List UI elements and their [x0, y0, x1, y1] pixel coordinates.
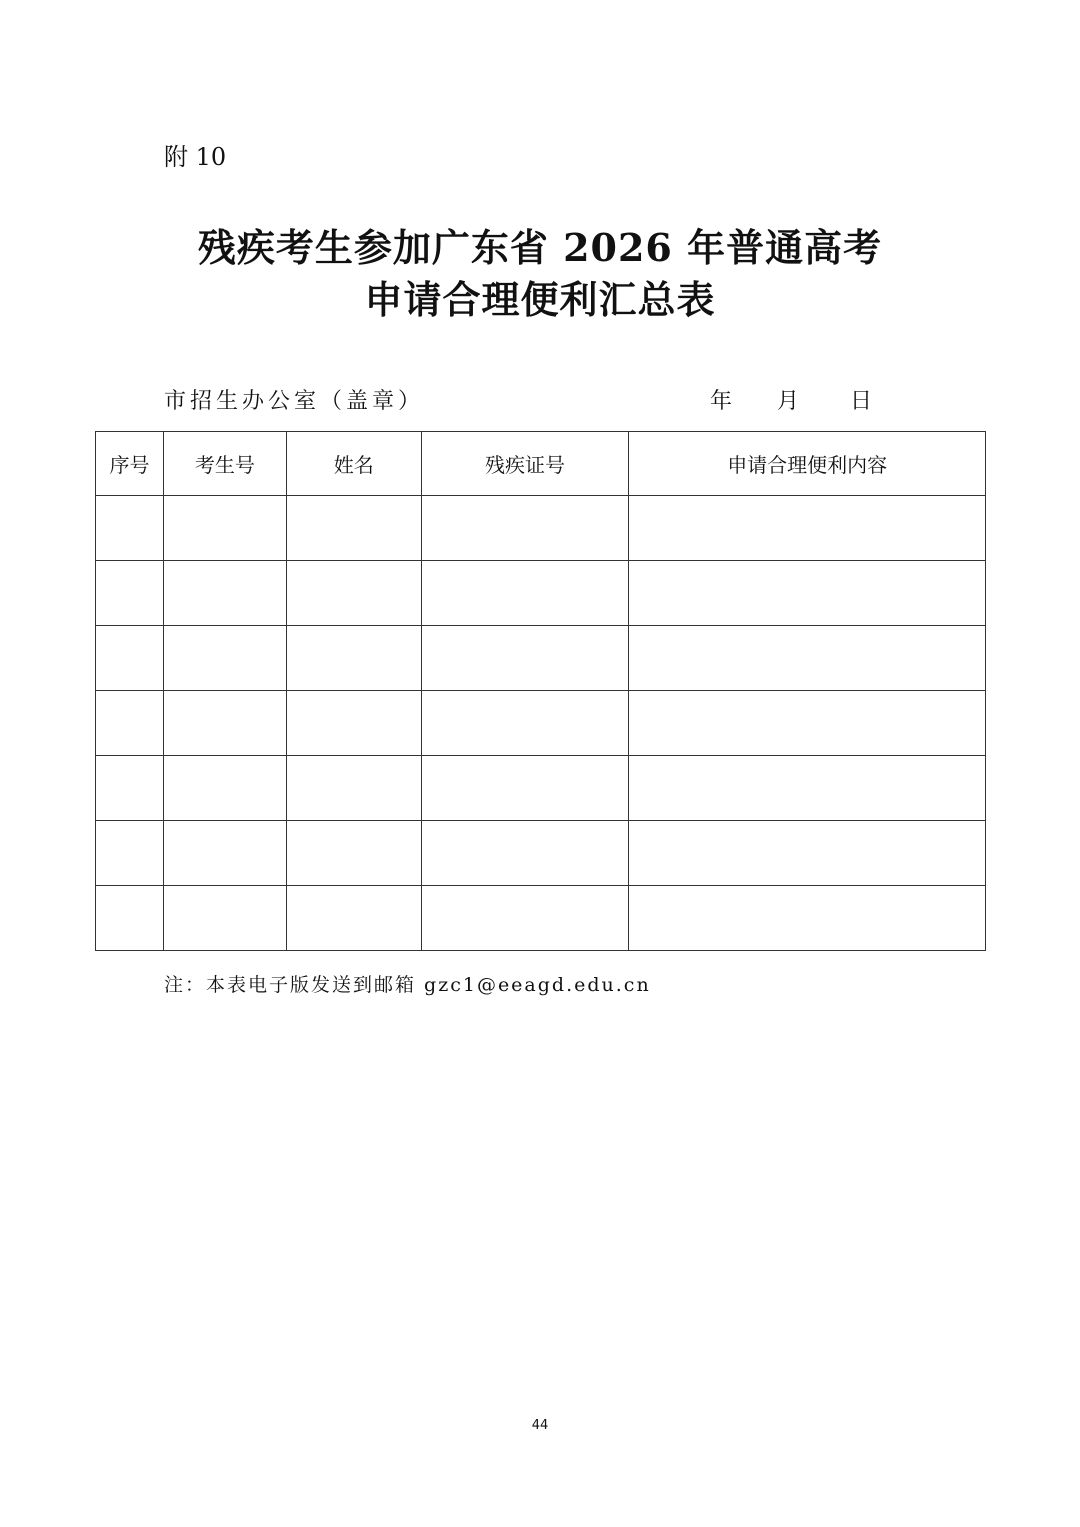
date-year-label: 年: [710, 389, 733, 414]
table-row: [96, 561, 986, 626]
date-day-label: 日: [850, 389, 873, 414]
cell-name[interactable]: [286, 691, 421, 756]
office-seal-label: 市招生办公室（盖章）: [164, 389, 425, 414]
footnote-email: 注：本表电子版发送到邮箱 gzc1@eeagd.edu.cn: [164, 974, 651, 996]
cell-candidate-no[interactable]: [163, 626, 286, 691]
cell-serial-no[interactable]: [96, 626, 164, 691]
cell-disability-cert-no[interactable]: [421, 561, 629, 626]
cell-serial-no[interactable]: [96, 756, 164, 821]
header-disability-cert-no: 残疾证号: [421, 432, 629, 496]
attachment-label: 附 10: [164, 143, 227, 171]
cell-name[interactable]: [286, 886, 421, 951]
cell-accommodation-content[interactable]: [629, 886, 986, 951]
page-number: 44: [531, 1418, 549, 1433]
cell-serial-no[interactable]: [96, 691, 164, 756]
cell-serial-no[interactable]: [96, 886, 164, 951]
page-title-line1: 残疾考生参加广东省 2026 年普通高考: [197, 225, 883, 270]
cell-serial-no[interactable]: [96, 561, 164, 626]
cell-accommodation-content[interactable]: [629, 626, 986, 691]
table-row: [96, 756, 986, 821]
cell-accommodation-content[interactable]: [629, 821, 986, 886]
cell-serial-no[interactable]: [96, 821, 164, 886]
cell-candidate-no[interactable]: [163, 496, 286, 561]
cell-accommodation-content[interactable]: [629, 496, 986, 561]
header-accommodation-content: 申请合理便利内容: [629, 432, 986, 496]
cell-disability-cert-no[interactable]: [421, 821, 629, 886]
cell-accommodation-content[interactable]: [629, 691, 986, 756]
cell-disability-cert-no[interactable]: [421, 626, 629, 691]
table-header-row: [96, 432, 986, 496]
cell-candidate-no[interactable]: [163, 886, 286, 951]
cell-candidate-no[interactable]: [163, 691, 286, 756]
table-row: [96, 626, 986, 691]
cell-disability-cert-no[interactable]: [421, 691, 629, 756]
cell-candidate-no[interactable]: [163, 821, 286, 886]
page-title-line2: 申请合理便利汇总表: [364, 277, 716, 322]
cell-disability-cert-no[interactable]: [421, 756, 629, 821]
cell-accommodation-content[interactable]: [629, 561, 986, 626]
date-field: [710, 388, 872, 416]
table-row: [96, 691, 986, 756]
summary-table: [95, 431, 986, 951]
header-candidate-no: 考生号: [163, 432, 286, 496]
cell-disability-cert-no[interactable]: [421, 496, 629, 561]
cell-name[interactable]: [286, 756, 421, 821]
cell-name[interactable]: [286, 626, 421, 691]
table-row: [96, 886, 986, 951]
table-row: [96, 821, 986, 886]
cell-candidate-no[interactable]: [163, 756, 286, 821]
cell-candidate-no[interactable]: [163, 561, 286, 626]
date-month-label: 月: [777, 389, 800, 414]
table-row: [96, 496, 986, 561]
header-serial-no: 序号: [96, 432, 164, 496]
cell-accommodation-content[interactable]: [629, 756, 986, 821]
cell-serial-no[interactable]: [96, 496, 164, 561]
cell-name[interactable]: [286, 561, 421, 626]
cell-name[interactable]: [286, 496, 421, 561]
cell-name[interactable]: [286, 821, 421, 886]
cell-disability-cert-no[interactable]: [421, 886, 629, 951]
header-name: 姓名: [286, 432, 421, 496]
